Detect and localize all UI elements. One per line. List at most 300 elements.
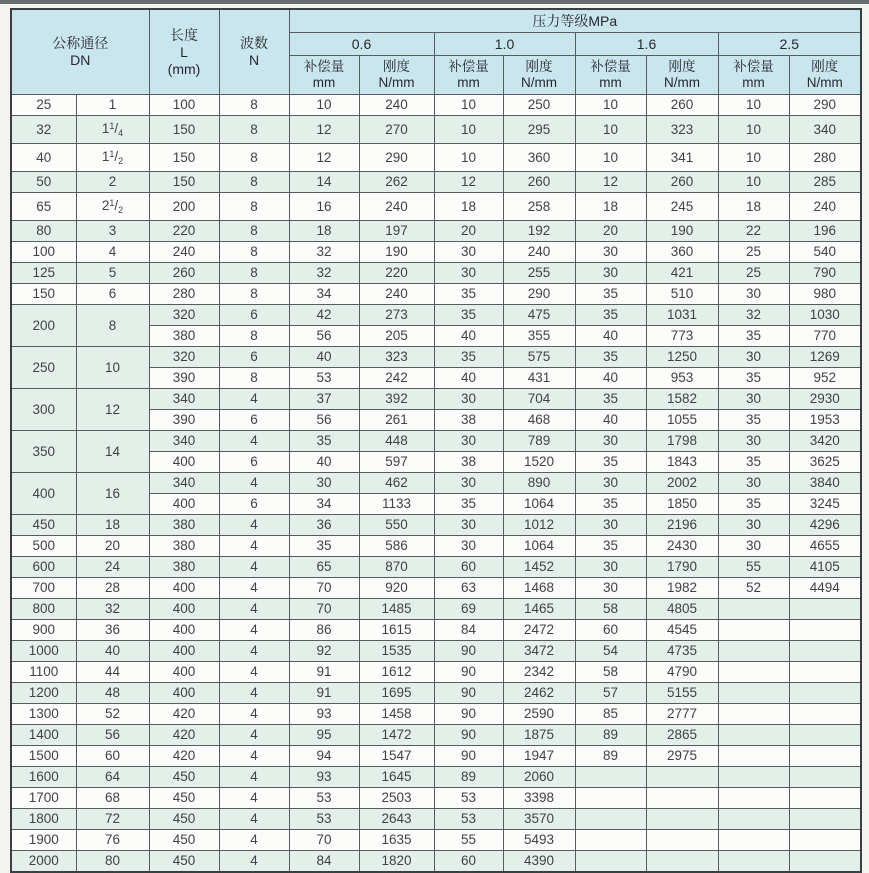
cell-dn: 50 bbox=[11, 172, 76, 193]
table-row-dn-900 bbox=[11, 620, 861, 641]
cell-comp-0-6: 86 bbox=[289, 620, 359, 641]
cell-comp-1-6: 35 bbox=[575, 389, 646, 410]
cell-dn: 2000 bbox=[11, 851, 76, 873]
cell-dn: 1900 bbox=[11, 830, 76, 851]
table-row-dn-1600 bbox=[11, 767, 861, 788]
cell-comp-1-0: 69 bbox=[434, 599, 503, 620]
cell-waves: 4 bbox=[219, 557, 289, 578]
cell-comp-2-5: 10 bbox=[718, 144, 789, 172]
cell-stiff-2-5 bbox=[789, 746, 861, 767]
cell-stiff-0-6: 270 bbox=[359, 116, 434, 144]
cell-stiff-0-6: 1133 bbox=[359, 494, 434, 515]
cell-stiff-2-5: 952 bbox=[789, 368, 861, 389]
cell-stiff-0-6: 1547 bbox=[359, 746, 434, 767]
cell-stiff-2-5: 290 bbox=[789, 95, 861, 116]
cell-comp-1-6: 35 bbox=[575, 452, 646, 473]
cell-dn: 125 bbox=[11, 263, 76, 284]
cell-comp-1-0: 30 bbox=[434, 242, 503, 263]
cell-comp-0-6: 91 bbox=[289, 683, 359, 704]
header-length-symbol: L bbox=[180, 43, 188, 60]
cell-inch: 8 bbox=[76, 305, 149, 347]
cell-stiff-1-6: 510 bbox=[646, 284, 718, 305]
cell-comp-0-6: 56 bbox=[289, 410, 359, 431]
cell-stiff-1-6: 1790 bbox=[646, 557, 718, 578]
cell-stiff-1-0: 468 bbox=[503, 410, 575, 431]
cell-inch: 68 bbox=[76, 788, 149, 809]
cell-comp-0-6: 35 bbox=[289, 431, 359, 452]
cell-stiff-0-6: 262 bbox=[359, 172, 434, 193]
cell-comp-2-5 bbox=[718, 746, 789, 767]
cell-comp-1-6: 30 bbox=[575, 473, 646, 494]
cell-inch: $2^1/_2$ bbox=[76, 193, 149, 221]
cell-stiff-2-5: 196 bbox=[789, 221, 861, 242]
cell-comp-2-5: 35 bbox=[718, 494, 789, 515]
cell-comp-1-6: 10 bbox=[575, 144, 646, 172]
cell-stiff-1-6: 4805 bbox=[646, 599, 718, 620]
cell-stiff-1-6 bbox=[646, 851, 718, 873]
cell-stiff-2-5: 3840 bbox=[789, 473, 861, 494]
header-nominal-diameter bbox=[11, 9, 149, 95]
cell-length: 420 bbox=[149, 725, 219, 746]
cell-comp-1-6 bbox=[575, 851, 646, 873]
cell-length: 340 bbox=[149, 473, 219, 494]
cell-comp-1-0: 90 bbox=[434, 683, 503, 704]
cell-stiff-1-0: 1468 bbox=[503, 578, 575, 599]
cell-dn: 32 bbox=[11, 116, 76, 144]
cell-length: 400 bbox=[149, 641, 219, 662]
cell-comp-1-6: 58 bbox=[575, 599, 646, 620]
cell-inch: 64 bbox=[76, 767, 149, 788]
cell-length: 400 bbox=[149, 662, 219, 683]
header-dn-cn: 公称通径 bbox=[52, 35, 109, 51]
header-length-cn: 长度 bbox=[170, 26, 198, 43]
cell-comp-1-6 bbox=[575, 830, 646, 851]
cell-waves: 4 bbox=[219, 809, 289, 830]
cell-stiff-1-0: 255 bbox=[503, 263, 575, 284]
cell-stiff-1-6: 2865 bbox=[646, 725, 718, 746]
cell-comp-1-0: 35 bbox=[434, 347, 503, 368]
cell-dn: 600 bbox=[11, 557, 76, 578]
cell-comp-1-6: 30 bbox=[575, 431, 646, 452]
cell-stiff-2-5 bbox=[789, 788, 861, 809]
cell-stiff-2-5: 4105 bbox=[789, 557, 861, 578]
cell-length: 450 bbox=[149, 788, 219, 809]
cell-dn: 25 bbox=[11, 95, 76, 116]
cell-comp-1-6: 40 bbox=[575, 368, 646, 389]
cell-inch: 4 bbox=[76, 242, 149, 263]
cell-stiff-1-6: 260 bbox=[646, 95, 718, 116]
cell-length: 380 bbox=[149, 536, 219, 557]
cell-comp-1-0: 90 bbox=[434, 725, 503, 746]
cell-stiff-0-6: 240 bbox=[359, 193, 434, 221]
cell-comp-1-6: 35 bbox=[575, 536, 646, 557]
cell-stiff-0-6: 597 bbox=[359, 452, 434, 473]
cell-comp-0-6: 70 bbox=[289, 830, 359, 851]
cell-stiff-1-0: 2060 bbox=[503, 767, 575, 788]
cell-stiff-0-6: 242 bbox=[359, 368, 434, 389]
cell-comp-0-6: 84 bbox=[289, 851, 359, 873]
cell-stiff-1-0: 1465 bbox=[503, 599, 575, 620]
cell-comp-1-6: 10 bbox=[575, 95, 646, 116]
cell-dn: 1100 bbox=[11, 662, 76, 683]
cell-length: 400 bbox=[149, 599, 219, 620]
table-row-dn-1300 bbox=[11, 704, 861, 725]
cell-stiff-1-6: 1798 bbox=[646, 431, 718, 452]
cell-stiff-1-6: 1031 bbox=[646, 305, 718, 326]
cell-waves: 8 bbox=[219, 242, 289, 263]
cell-stiff-1-6: 1982 bbox=[646, 578, 718, 599]
cell-stiff-1-0: 2472 bbox=[503, 620, 575, 641]
page-edge-strip bbox=[0, 0, 869, 4]
cell-comp-0-6: 70 bbox=[289, 578, 359, 599]
cell-length: 380 bbox=[149, 515, 219, 536]
cell-stiff-1-0: 1947 bbox=[503, 746, 575, 767]
cell-comp-1-0: 60 bbox=[434, 851, 503, 873]
header-compensation-1-0: 补偿量 mm bbox=[434, 56, 503, 95]
cell-stiff-1-0: 3570 bbox=[503, 809, 575, 830]
cell-dn: 500 bbox=[11, 536, 76, 557]
cell-stiff-2-5: 3625 bbox=[789, 452, 861, 473]
cell-stiff-1-0: 192 bbox=[503, 221, 575, 242]
cell-waves: 6 bbox=[219, 305, 289, 326]
cell-comp-0-6: 92 bbox=[289, 641, 359, 662]
cell-stiff-1-6: 360 bbox=[646, 242, 718, 263]
cell-comp-2-5: 25 bbox=[718, 242, 789, 263]
header-pressure-1-0: 1.0 bbox=[434, 33, 575, 56]
cell-inch: 36 bbox=[76, 620, 149, 641]
cell-stiff-1-0: 431 bbox=[503, 368, 575, 389]
cell-comp-0-6: 65 bbox=[289, 557, 359, 578]
cell-stiff-0-6: 586 bbox=[359, 536, 434, 557]
cell-comp-0-6: 93 bbox=[289, 767, 359, 788]
cell-length: 380 bbox=[149, 557, 219, 578]
header-wave-cn: 波数 bbox=[240, 35, 268, 51]
cell-stiff-2-5 bbox=[789, 851, 861, 873]
table-row-dn-1000 bbox=[11, 641, 861, 662]
cell-comp-1-6: 54 bbox=[575, 641, 646, 662]
cell-comp-2-5 bbox=[718, 683, 789, 704]
cell-dn: 65 bbox=[11, 193, 76, 221]
cell-inch: $1^1/_4$ bbox=[76, 116, 149, 144]
cell-comp-0-6: 53 bbox=[289, 368, 359, 389]
cell-stiff-0-6: 290 bbox=[359, 144, 434, 172]
header-compensation-1-6: 补偿量 mm bbox=[575, 56, 646, 95]
cell-length: 320 bbox=[149, 305, 219, 326]
cell-stiff-1-0: 3472 bbox=[503, 641, 575, 662]
cell-inch: 16 bbox=[76, 473, 149, 515]
cell-comp-0-6: 10 bbox=[289, 95, 359, 116]
cell-length: 340 bbox=[149, 431, 219, 452]
table-row-dn-50 bbox=[11, 172, 861, 193]
cell-length: 400 bbox=[149, 452, 219, 473]
cell-comp-1-0: 90 bbox=[434, 746, 503, 767]
cell-waves: 6 bbox=[219, 347, 289, 368]
cell-stiff-0-6: 920 bbox=[359, 578, 434, 599]
cell-length: 450 bbox=[149, 851, 219, 873]
cell-comp-1-6: 58 bbox=[575, 662, 646, 683]
header-pressure-1-6: 1.6 bbox=[575, 33, 718, 56]
table-row-dn-400-340 bbox=[11, 473, 861, 494]
cell-stiff-1-0: 5493 bbox=[503, 830, 575, 851]
table-row-dn-300-340 bbox=[11, 389, 861, 410]
cell-dn: 900 bbox=[11, 620, 76, 641]
cell-dn: 1600 bbox=[11, 767, 76, 788]
cell-comp-1-6: 85 bbox=[575, 704, 646, 725]
cell-stiff-1-6: 323 bbox=[646, 116, 718, 144]
cell-dn: 200 bbox=[11, 305, 76, 347]
cell-comp-1-6: 57 bbox=[575, 683, 646, 704]
cell-length: 400 bbox=[149, 578, 219, 599]
header-stiffness-2-5: 刚度 N/mm bbox=[789, 56, 861, 95]
cell-comp-1-6 bbox=[575, 767, 646, 788]
table-row-dn-1400 bbox=[11, 725, 861, 746]
cell-waves: 6 bbox=[219, 452, 289, 473]
cell-stiff-0-6: 1820 bbox=[359, 851, 434, 873]
table-row-dn-25 bbox=[11, 95, 861, 116]
cell-comp-0-6: 12 bbox=[289, 144, 359, 172]
header-pressure-2-5: 2.5 bbox=[718, 33, 861, 56]
cell-comp-1-6: 89 bbox=[575, 725, 646, 746]
cell-comp-1-0: 30 bbox=[434, 431, 503, 452]
cell-length: 450 bbox=[149, 767, 219, 788]
cell-stiff-0-6: 190 bbox=[359, 242, 434, 263]
cell-waves: 4 bbox=[219, 788, 289, 809]
cell-stiff-2-5 bbox=[789, 620, 861, 641]
cell-stiff-0-6: 870 bbox=[359, 557, 434, 578]
cell-comp-1-0: 30 bbox=[434, 515, 503, 536]
cell-comp-1-6: 89 bbox=[575, 746, 646, 767]
cell-comp-1-0: 30 bbox=[434, 263, 503, 284]
cell-comp-2-5: 30 bbox=[718, 431, 789, 452]
cell-comp-0-6: 30 bbox=[289, 473, 359, 494]
cell-stiff-1-0: 2590 bbox=[503, 704, 575, 725]
cell-comp-1-0: 38 bbox=[434, 410, 503, 431]
cell-stiff-1-0: 1520 bbox=[503, 452, 575, 473]
cell-waves: 4 bbox=[219, 830, 289, 851]
cell-stiff-0-6: 197 bbox=[359, 221, 434, 242]
cell-inch: 52 bbox=[76, 704, 149, 725]
table-row-dn-80 bbox=[11, 221, 861, 242]
cell-stiff-1-0: 1452 bbox=[503, 557, 575, 578]
cell-inch: 28 bbox=[76, 578, 149, 599]
cell-stiff-1-0: 475 bbox=[503, 305, 575, 326]
cell-comp-2-5: 55 bbox=[718, 557, 789, 578]
cell-dn: 300 bbox=[11, 389, 76, 431]
cell-waves: 8 bbox=[219, 193, 289, 221]
cell-inch: 20 bbox=[76, 536, 149, 557]
cell-waves: 8 bbox=[219, 368, 289, 389]
cell-stiff-1-6: 2002 bbox=[646, 473, 718, 494]
cell-stiff-0-6: 261 bbox=[359, 410, 434, 431]
cell-stiff-1-6 bbox=[646, 809, 718, 830]
cell-comp-1-0: 12 bbox=[434, 172, 503, 193]
cell-waves: 6 bbox=[219, 494, 289, 515]
cell-stiff-1-0: 789 bbox=[503, 431, 575, 452]
cell-stiff-1-0: 250 bbox=[503, 95, 575, 116]
cell-comp-2-5 bbox=[718, 620, 789, 641]
cell-comp-0-6: 34 bbox=[289, 494, 359, 515]
cell-comp-1-6: 35 bbox=[575, 347, 646, 368]
cell-comp-2-5: 32 bbox=[718, 305, 789, 326]
cell-waves: 4 bbox=[219, 536, 289, 557]
cell-stiff-2-5: 3245 bbox=[789, 494, 861, 515]
cell-stiff-2-5: 340 bbox=[789, 116, 861, 144]
cell-stiff-0-6: 240 bbox=[359, 284, 434, 305]
cell-comp-0-6: 40 bbox=[289, 347, 359, 368]
cell-comp-1-6: 60 bbox=[575, 620, 646, 641]
cell-length: 390 bbox=[149, 368, 219, 389]
cell-stiff-2-5 bbox=[789, 683, 861, 704]
cell-waves: 4 bbox=[219, 704, 289, 725]
cell-comp-1-6: 30 bbox=[575, 242, 646, 263]
cell-comp-2-5 bbox=[718, 662, 789, 683]
cell-inch: 72 bbox=[76, 809, 149, 830]
cell-waves: 8 bbox=[219, 284, 289, 305]
cell-comp-0-6: 12 bbox=[289, 116, 359, 144]
cell-comp-2-5: 25 bbox=[718, 263, 789, 284]
cell-stiff-2-5: 4655 bbox=[789, 536, 861, 557]
cell-comp-0-6: 53 bbox=[289, 809, 359, 830]
cell-stiff-0-6: 2503 bbox=[359, 788, 434, 809]
cell-stiff-2-5: 3420 bbox=[789, 431, 861, 452]
cell-stiff-1-0: 1012 bbox=[503, 515, 575, 536]
cell-comp-1-0: 63 bbox=[434, 578, 503, 599]
cell-waves: 4 bbox=[219, 431, 289, 452]
cell-length: 340 bbox=[149, 389, 219, 410]
cell-stiff-1-0: 1064 bbox=[503, 536, 575, 557]
cell-stiff-1-0: 355 bbox=[503, 326, 575, 347]
cell-stiff-1-0: 4390 bbox=[503, 851, 575, 873]
cell-waves: 4 bbox=[219, 725, 289, 746]
cell-dn: 80 bbox=[11, 221, 76, 242]
cell-comp-2-5: 10 bbox=[718, 116, 789, 144]
cell-comp-2-5: 30 bbox=[718, 515, 789, 536]
table-row-dn-100 bbox=[11, 242, 861, 263]
cell-stiff-1-6: 1055 bbox=[646, 410, 718, 431]
cell-comp-1-0: 18 bbox=[434, 193, 503, 221]
header-length-unit: (mm) bbox=[167, 60, 201, 77]
cell-stiff-2-5: 1030 bbox=[789, 305, 861, 326]
cell-stiff-0-6: 1485 bbox=[359, 599, 434, 620]
cell-comp-0-6: 56 bbox=[289, 326, 359, 347]
cell-waves: 4 bbox=[219, 515, 289, 536]
cell-comp-1-0: 53 bbox=[434, 809, 503, 830]
cell-comp-2-5: 30 bbox=[718, 347, 789, 368]
cell-comp-2-5: 30 bbox=[718, 536, 789, 557]
header-compensation-2-5: 补偿量 mm bbox=[718, 56, 789, 95]
header-pressure-0-6: 0.6 bbox=[289, 33, 434, 56]
cell-comp-1-0: 90 bbox=[434, 641, 503, 662]
cell-stiff-2-5: 980 bbox=[789, 284, 861, 305]
cell-comp-1-6: 35 bbox=[575, 284, 646, 305]
cell-stiff-1-0: 290 bbox=[503, 284, 575, 305]
cell-inch: 44 bbox=[76, 662, 149, 683]
cell-inch: 40 bbox=[76, 641, 149, 662]
cell-stiff-2-5 bbox=[789, 725, 861, 746]
cell-comp-2-5: 35 bbox=[718, 368, 789, 389]
header-dn-code: DN bbox=[70, 52, 91, 68]
cell-waves: 6 bbox=[219, 410, 289, 431]
cell-stiff-1-0: 360 bbox=[503, 144, 575, 172]
cell-comp-1-0: 35 bbox=[434, 305, 503, 326]
cell-stiff-2-5 bbox=[789, 599, 861, 620]
cell-stiff-1-0: 258 bbox=[503, 193, 575, 221]
cell-inch: 24 bbox=[76, 557, 149, 578]
cell-stiff-1-6: 953 bbox=[646, 368, 718, 389]
cell-stiff-0-6: 1645 bbox=[359, 767, 434, 788]
cell-length: 400 bbox=[149, 620, 219, 641]
cell-inch: $1^1/_2$ bbox=[76, 144, 149, 172]
cell-waves: 8 bbox=[219, 95, 289, 116]
cell-comp-1-6: 10 bbox=[575, 116, 646, 144]
cell-inch: 32 bbox=[76, 599, 149, 620]
cell-dn: 100 bbox=[11, 242, 76, 263]
cell-comp-0-6: 93 bbox=[289, 704, 359, 725]
cell-comp-1-6 bbox=[575, 788, 646, 809]
cell-comp-1-0: 10 bbox=[434, 116, 503, 144]
cell-inch: 5 bbox=[76, 263, 149, 284]
cell-stiff-2-5: 285 bbox=[789, 172, 861, 193]
cell-comp-1-0: 55 bbox=[434, 830, 503, 851]
cell-stiff-0-6: 448 bbox=[359, 431, 434, 452]
cell-stiff-2-5: 2930 bbox=[789, 389, 861, 410]
header-stiffness-0-6: 刚度 N/mm bbox=[359, 56, 434, 95]
cell-stiff-1-6: 2430 bbox=[646, 536, 718, 557]
header-length bbox=[149, 9, 219, 95]
cell-stiff-2-5: 4296 bbox=[789, 515, 861, 536]
cell-length: 450 bbox=[149, 830, 219, 851]
cell-stiff-1-6 bbox=[646, 767, 718, 788]
cell-length: 200 bbox=[149, 193, 219, 221]
cell-stiff-1-0: 2462 bbox=[503, 683, 575, 704]
cell-comp-0-6: 18 bbox=[289, 221, 359, 242]
cell-stiff-1-6: 4545 bbox=[646, 620, 718, 641]
cell-stiff-1-6: 5155 bbox=[646, 683, 718, 704]
cell-comp-2-5: 18 bbox=[718, 193, 789, 221]
cell-stiff-0-6: 240 bbox=[359, 95, 434, 116]
cell-stiff-1-0: 704 bbox=[503, 389, 575, 410]
cell-stiff-1-6: 1250 bbox=[646, 347, 718, 368]
cell-comp-0-6: 14 bbox=[289, 172, 359, 193]
cell-dn: 1300 bbox=[11, 704, 76, 725]
table-row-dn-1100 bbox=[11, 662, 861, 683]
cell-stiff-2-5: 770 bbox=[789, 326, 861, 347]
cell-length: 100 bbox=[149, 95, 219, 116]
table-row-dn-1800 bbox=[11, 809, 861, 830]
cell-dn: 1800 bbox=[11, 809, 76, 830]
table-body bbox=[11, 95, 861, 873]
table-row-dn-250-320 bbox=[11, 347, 861, 368]
cell-length: 150 bbox=[149, 116, 219, 144]
cell-waves: 4 bbox=[219, 683, 289, 704]
cell-comp-2-5: 30 bbox=[718, 284, 789, 305]
cell-comp-1-0: 90 bbox=[434, 704, 503, 725]
cell-inch: 18 bbox=[76, 515, 149, 536]
cell-inch: 56 bbox=[76, 725, 149, 746]
cell-stiff-0-6: 220 bbox=[359, 263, 434, 284]
header-stiffness-1-6: 刚度 N/mm bbox=[646, 56, 718, 95]
cell-comp-1-0: 89 bbox=[434, 767, 503, 788]
header-wave-count bbox=[219, 9, 289, 95]
cell-comp-1-0: 40 bbox=[434, 368, 503, 389]
cell-comp-1-6: 35 bbox=[575, 494, 646, 515]
cell-length: 420 bbox=[149, 704, 219, 725]
cell-dn: 700 bbox=[11, 578, 76, 599]
cell-waves: 4 bbox=[219, 578, 289, 599]
cell-length: 240 bbox=[149, 242, 219, 263]
cell-length: 150 bbox=[149, 144, 219, 172]
table-row-dn-1900 bbox=[11, 830, 861, 851]
